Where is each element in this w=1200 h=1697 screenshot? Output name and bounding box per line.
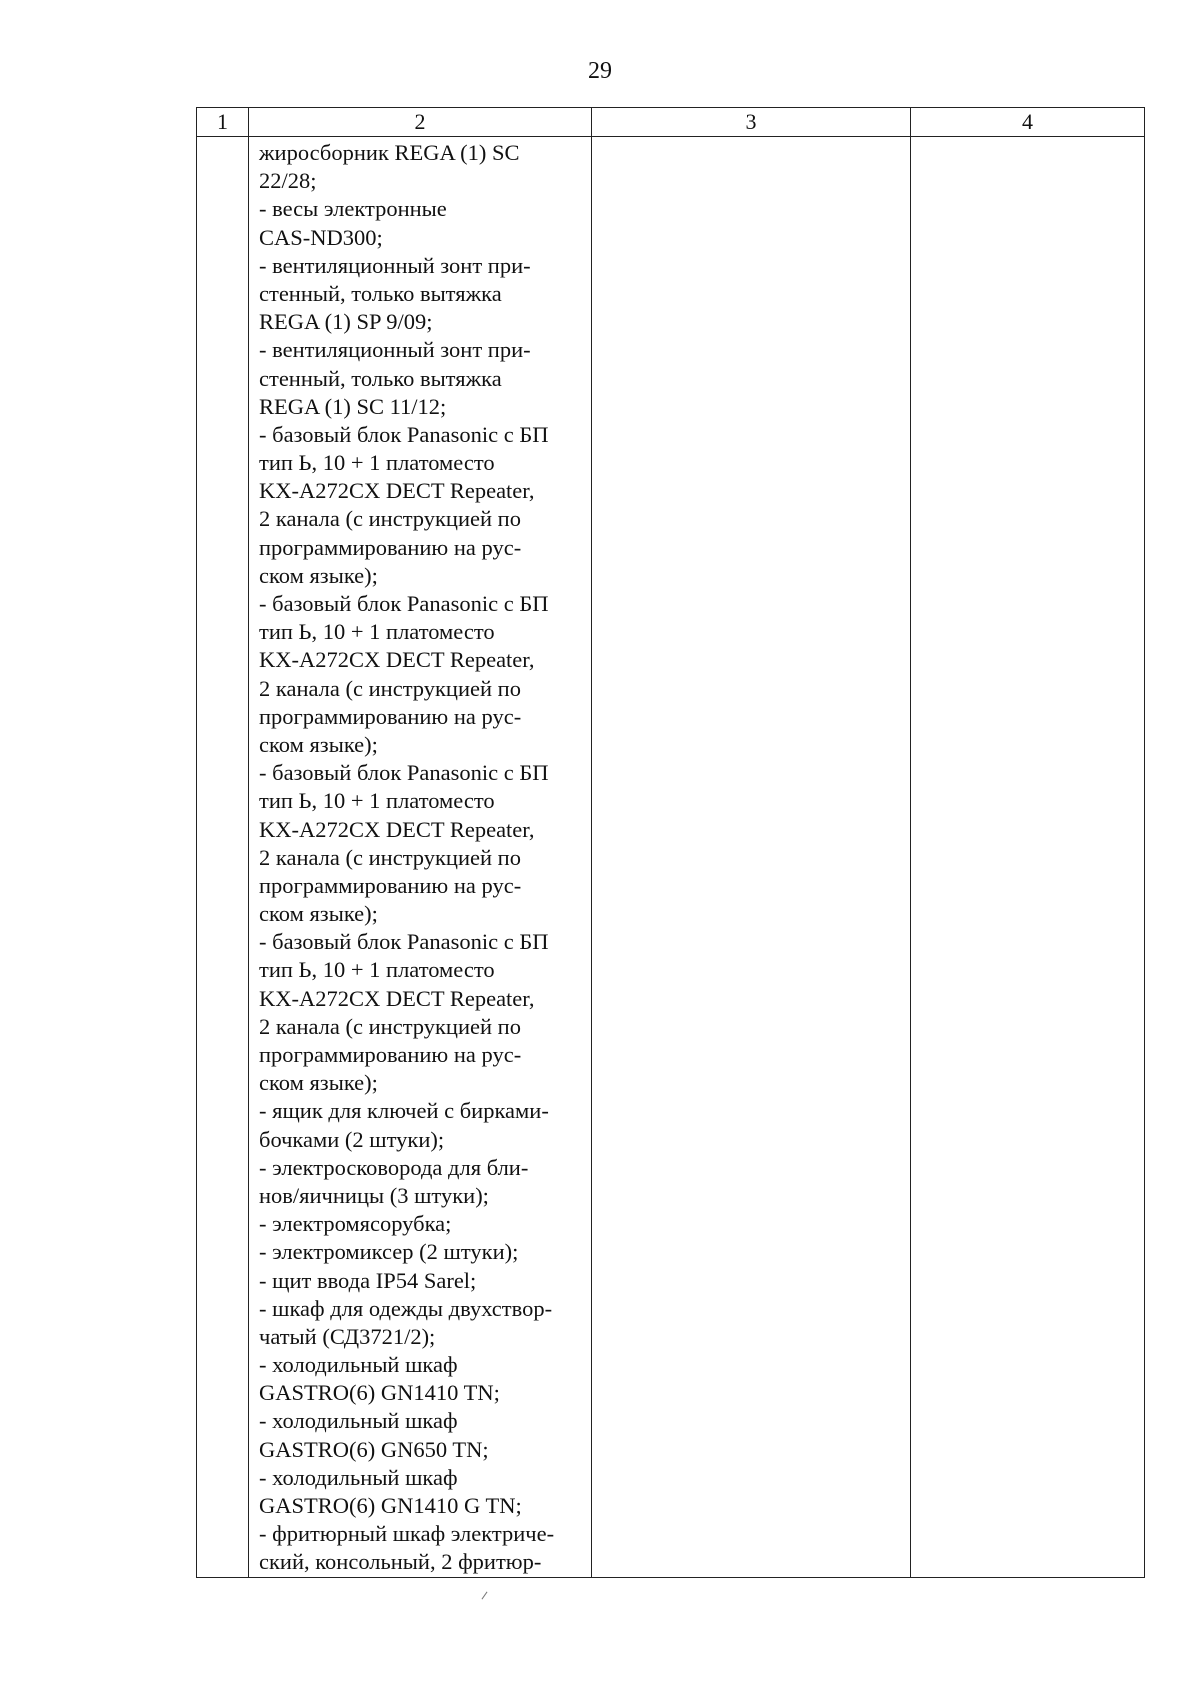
list-line: KX-A272CX DECT Repeater, <box>259 478 535 504</box>
column-header-1: 1 <box>197 108 249 137</box>
list-line: бочками (2 штуки); <box>259 1126 445 1152</box>
list-line: тип Ь, 10 + 1 платоместо <box>259 788 495 814</box>
list-line: программированию на рус- <box>259 534 522 560</box>
list-line: REGA (1) SC 11/12; <box>259 393 447 419</box>
cell-col-1 <box>197 137 249 1578</box>
list-line: чатый (СД3721/2); <box>259 1323 436 1349</box>
list-line: жиросборник REGA (1) SC <box>259 140 520 165</box>
table-header-row <box>197 108 1145 137</box>
list-line: ском языке); <box>259 731 378 757</box>
list-line: GASTRO(6) GN1410 TN; <box>259 1380 500 1406</box>
list-line: - шкаф для одежды двухствор- <box>259 1295 553 1321</box>
list-line: - базовый блок Panasonic с БП <box>259 421 549 447</box>
list-line: - весы электронные <box>259 196 447 222</box>
list-line: 2 канала (с инструкцией по <box>259 844 521 870</box>
list-line: - вентиляционный зонт при- <box>259 337 531 363</box>
list-line: ском языке); <box>259 562 378 588</box>
list-line: тип Ь, 10 + 1 платоместо <box>259 957 495 983</box>
list-line: - щит ввода IP54 Sarel; <box>259 1267 477 1293</box>
list-line: 22/28; <box>259 168 317 194</box>
list-line: - электросковорода для бли- <box>259 1154 529 1180</box>
list-line: - холодильный шкаф <box>259 1408 458 1434</box>
list-line: программированию на рус- <box>259 872 522 898</box>
list-line: CAS-ND300; <box>259 224 383 250</box>
equipment-list <box>249 137 591 1577</box>
list-line: - вентиляционный зонт при- <box>259 252 531 278</box>
list-line: тип Ь, 10 + 1 платоместо <box>259 619 495 645</box>
list-line: стенный, только вытяжка <box>259 280 502 306</box>
list-line: программированию на рус- <box>259 1042 522 1067</box>
list-line: нов/яичницы (3 штуки); <box>259 1182 489 1208</box>
column-header-2: 2 <box>249 108 592 137</box>
table-row <box>197 137 1145 1578</box>
list-line: KX-A272CX DECT Repeater, <box>259 816 535 842</box>
list-line: KX-A272CX DECT Repeater, <box>259 647 535 673</box>
cell-col-4 <box>911 137 1145 1578</box>
list-line: 2 канала (с инструкцией по <box>259 675 521 701</box>
list-line: 2 канала (с инструкцией по <box>259 506 521 532</box>
list-line: GASTRO(6) GN1410 G TN; <box>259 1493 522 1518</box>
list-line: - холодильный шкаф <box>259 1352 458 1378</box>
list-line: KX-A272CX DECT Repeater, <box>259 985 535 1011</box>
list-line: - холодильный шкаф <box>259 1464 458 1490</box>
page-number: 29 <box>588 58 612 84</box>
cell-col-3 <box>592 137 911 1578</box>
list-line: тип Ь, 10 + 1 платоместо <box>259 450 495 476</box>
list-line: REGA (1) SP 9/09; <box>259 309 433 335</box>
column-header-3: 3 <box>592 108 911 137</box>
list-line: программированию на рус- <box>259 703 522 729</box>
list-line: - электромясорубка; <box>259 1211 452 1237</box>
list-line: GASTRO(6) GN650 TN; <box>259 1436 489 1462</box>
list-line: - базовый блок Panasonic с БП <box>259 591 549 616</box>
list-line: - электромиксер (2 штуки); <box>259 1239 519 1265</box>
list-line: - ящик для ключей с бирками- <box>259 1098 549 1124</box>
list-line: ском языке); <box>259 901 378 927</box>
list-line: стенный, только вытяжка <box>259 365 502 391</box>
cell-col-2 <box>249 137 592 1578</box>
list-line: - базовый блок Panasonic с БП <box>259 760 549 786</box>
column-header-4: 4 <box>911 108 1145 137</box>
equipment-table <box>196 107 1145 1578</box>
list-line: - базовый блок Panasonic с БП <box>259 929 549 955</box>
list-line: - фритюрный шкаф электриче- <box>259 1521 555 1547</box>
list-line: 2 канала (с инструкцией по <box>259 1013 521 1039</box>
list-line: ский, консольный, 2 фритюр- <box>259 1549 542 1575</box>
stray-pen-mark <box>482 1592 488 1600</box>
list-line: ском языке); <box>259 1070 378 1096</box>
